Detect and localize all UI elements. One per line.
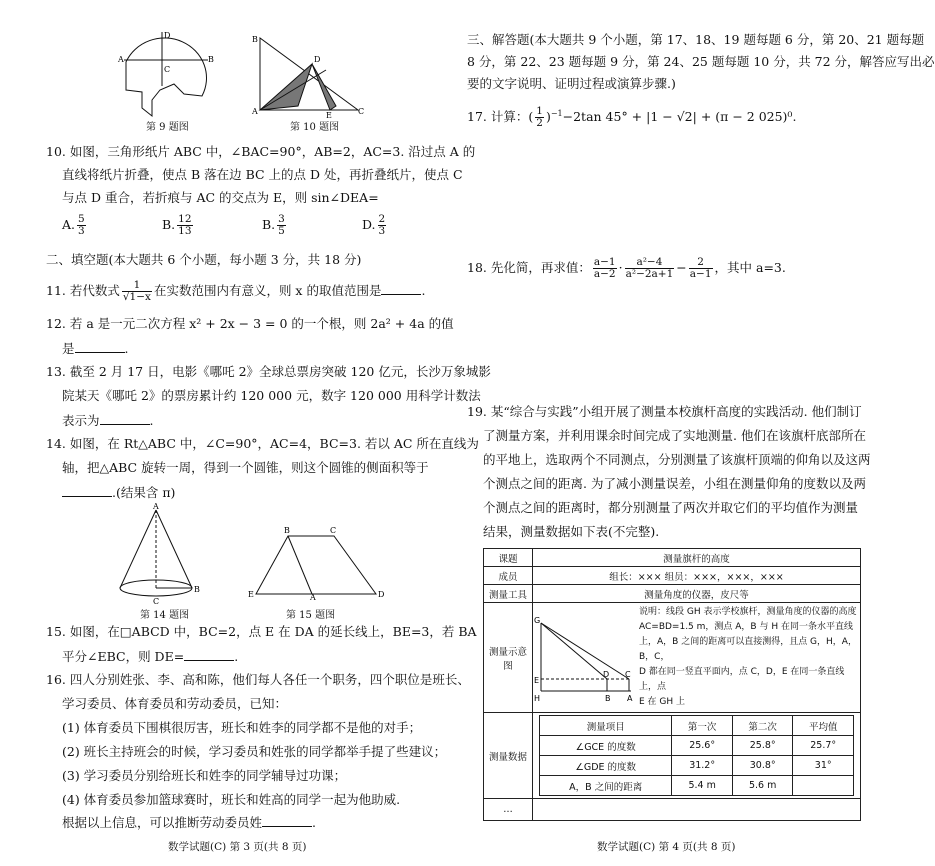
measurement-record-table xyxy=(483,548,861,821)
table-cell: 25.8° xyxy=(732,736,793,756)
svg-text:B: B xyxy=(208,55,214,64)
section-3-line1: 三、解答题(本大题共 9 个小题，第 17、18、19 题每题 6 分，第 20、21 题每题 xyxy=(467,32,925,47)
figure-10 xyxy=(250,34,370,118)
table-cell: 30.8° xyxy=(732,756,793,776)
header-average: 平均值 xyxy=(793,716,854,736)
q14-line1: 14. 如图，在 Rt△ABC 中，∠C=90°，AC=4，BC=3. 若以 AC 所在直线为 xyxy=(46,436,479,451)
q13-answer-blank[interactable] xyxy=(100,412,150,425)
measurement-data-table xyxy=(539,715,854,796)
q19-line4: 个测点之间的距离. 为了减小测量误差，小组在测量仰角的度数以及两 xyxy=(483,476,866,491)
data-label: 测量数据 xyxy=(484,713,533,799)
svg-text:C: C xyxy=(164,65,171,74)
figure-9-caption: 第 9 题图 xyxy=(146,122,189,133)
table-cell: A，B 之间的距离 xyxy=(540,776,672,796)
q16-conclusion: 根据以上信息，可以推断劳动委员姓 . xyxy=(62,815,316,830)
q15-answer-blank[interactable] xyxy=(184,648,234,661)
topic-label: 课题 xyxy=(484,549,533,567)
svg-text:E: E xyxy=(326,111,332,120)
q15-line2: 平分∠EBC，则 DE= . xyxy=(62,649,239,664)
q18: 18. 先化简，再求值： $\frac{a-1}{a-2}$ · $\frac{\text{a²−4}}{\text{a²−2a+1}}$ − $\frac{2}{a-1}$ ，其中 a=3. xyxy=(467,256,786,280)
table-cell: 5.4 m xyxy=(672,776,733,796)
q16-condition-2: (2) 班长主持班会的时候，学习委员和姓张的同学都举手提了些建议； xyxy=(62,744,447,759)
figure-10-caption: 第 10 题图 xyxy=(290,122,340,133)
table-header-row xyxy=(540,716,854,736)
page-4 xyxy=(449,0,935,866)
q13-line3: 表示为 . xyxy=(62,413,154,428)
q19-line2: 了测量方案，并利用课余时间完成了实地测量. 他们在该旗杆底部所在 xyxy=(483,428,866,443)
q14-line3: .(结果含 π) xyxy=(62,484,175,501)
table-cell: 31.2° xyxy=(672,756,733,776)
q10-option-b1[interactable]: B. $\frac{12}{13}$ xyxy=(161,213,192,237)
svg-text:A: A xyxy=(252,107,258,116)
table-cell: 25.7° xyxy=(793,736,854,756)
svg-text:H: H xyxy=(534,693,541,703)
q14-answer-blank[interactable] xyxy=(62,484,112,497)
svg-text:B: B xyxy=(605,693,611,703)
figure-15 xyxy=(246,524,394,600)
svg-text:B: B xyxy=(194,585,200,594)
svg-text:B: B xyxy=(284,526,290,535)
svg-text:G: G xyxy=(534,615,541,625)
q10-option-d[interactable]: D. $\frac{2}{3}$ xyxy=(361,213,386,237)
table-cell: ∠GCE 的度数 xyxy=(540,736,672,756)
table-cell-empty[interactable] xyxy=(793,776,854,796)
svg-text:B: B xyxy=(252,35,258,44)
q10-line3: 与点 D 重合，若折痕与 AC 的交点为 E，则 sin∠DEA= xyxy=(62,190,379,205)
svg-text:D: D xyxy=(378,590,385,599)
tool-value: 测量角度的仪器，皮尺等 xyxy=(533,585,861,603)
figure-15-caption: 第 15 题图 xyxy=(286,610,336,621)
figure-9 xyxy=(112,26,222,116)
q12-line2: 是 . xyxy=(62,341,129,356)
q16-condition-4: (4) 体育委员参加篮球赛时，班长和姓高的同学一起为他助威. xyxy=(62,792,401,807)
table-cell: ∠GDE 的度数 xyxy=(540,756,672,776)
diagram-description: 说明：线段 GH 表示学校旗杆，测量角度的仪器的高度 AC=BD=1.5 m，测点 A，B 与 H 在同一条水平直线 上，A，B 之间的距离可以直接测得，且点 G，H，A，B，C， D 都在同一竖直平面内，点 C，D，E 在同一条直线上，点 E 在 GH 上 xyxy=(639,607,857,707)
member-label: 成员 xyxy=(484,567,533,585)
q16-line1: 16. 四人分别姓张、李、高和陈，他们每人各任一个职务，四个职位是班长、 xyxy=(46,672,470,687)
q10-options xyxy=(62,214,422,242)
q19-line3: 的平地上，选取两个不同测点，分别测量了该旗杆顶端的仰角以及这两 xyxy=(483,452,871,467)
q11-answer-blank[interactable] xyxy=(381,282,421,295)
svg-text:A: A xyxy=(153,502,159,511)
table-row xyxy=(540,756,854,776)
svg-text:A: A xyxy=(118,55,124,64)
q12-line1: 12. 若 a 是一元二次方程 x² + 2x − 3 = 0 的一个根，则 2a² + 4a 的值 xyxy=(46,316,454,331)
table-row xyxy=(540,736,854,756)
svg-text:E: E xyxy=(248,590,254,599)
svg-text:A: A xyxy=(627,693,633,703)
svg-text:C: C xyxy=(625,669,631,679)
diagram-label: 测量示意图 xyxy=(484,603,533,713)
section-2-heading: 二、填空题(本大题共 6 个小题，每小题 3 分，共 18 分) xyxy=(46,252,362,267)
q10-option-b2[interactable]: B. $\frac{3}{5}$ xyxy=(261,213,285,237)
table-cell: 25.6° xyxy=(672,736,733,756)
q11: 11. 若代数式 $\frac{1}{√1-x}$ 在实数范围内有意义，则 x 的取值范围是 . xyxy=(46,279,426,303)
table-row xyxy=(540,776,854,796)
q15-line1: 15. 如图，在□ABCD 中，BC=2，点 E 在 DA 的延长线上，BE=3，若 BA xyxy=(46,624,477,639)
figure-14-caption: 第 14 题图 xyxy=(140,610,190,621)
flagpole-diagram xyxy=(533,613,635,703)
q17: 17. 计算：( $\frac{1}{2}$ )$^{-1}$−2tan 45° + |1 − √2| + (π − 2 025)⁰. xyxy=(467,105,797,130)
member-value: 组长：××× 组员：×××，×××，××× xyxy=(533,567,861,585)
last-row-ellipsis: … xyxy=(484,799,533,821)
header-first: 第一次 xyxy=(672,716,733,736)
q10-line2: 直线将纸片折叠，使点 B 落在边 BC 上的点 D 处，再折叠纸片，使点 C xyxy=(62,167,463,182)
section-3-line3: 要的文字说明、证明过程或演算步骤.) xyxy=(467,76,676,91)
header-second: 第二次 xyxy=(732,716,793,736)
page-4-footer: 数学试题(C) 第 4 页(共 8 页) xyxy=(597,841,736,853)
q10-option-a[interactable]: A. $\frac{5}{3}$ xyxy=(62,213,85,237)
svg-text:D: D xyxy=(164,31,171,40)
table-cell: 5.6 m xyxy=(732,776,793,796)
q13-line1: 13. 截至 2 月 17 日，电影《哪吒 2》全球总票房突破 120 亿元，长沙万象城影 xyxy=(46,364,491,379)
topic-value: 测量旗杆的高度 xyxy=(533,549,861,567)
svg-text:C: C xyxy=(358,107,365,116)
svg-text:C: C xyxy=(330,526,337,535)
svg-text:D: D xyxy=(603,669,610,679)
section-3-line2: 8 分，第 22、23 题每题 9 分，第 24、25 题每题 10 分，共 72 分，解答应写出必 xyxy=(467,54,935,69)
svg-text:E: E xyxy=(534,675,540,685)
q16-condition-1: (1) 体育委员下围棋很厉害，班长和姓李的同学都不是他的对手； xyxy=(62,720,422,735)
svg-text:C: C xyxy=(153,597,160,606)
q19-line6: 结果，测量数据如下表(不完整). xyxy=(483,524,660,539)
header-item: 测量项目 xyxy=(540,716,672,736)
q14-line2: 轴，把△ABC 旋转一周，得到一个圆锥，则这个圆锥的侧面积等于 xyxy=(62,460,429,475)
tool-label: 测量工具 xyxy=(484,585,533,603)
q19-line5: 个测点之间的距离时，都分别测量了两次并取它们的平均值作为测量 xyxy=(483,500,859,515)
q12-answer-blank[interactable] xyxy=(75,340,125,353)
svg-text:A: A xyxy=(310,593,316,602)
q19-line1: 19. 某“综合与实践”小组开展了测量本校旗杆高度的实践活动. 他们制订 xyxy=(467,404,862,419)
svg-text:D: D xyxy=(314,55,321,64)
q16-line2: 学习委员、体育委员和劳动委员，已知： xyxy=(62,696,288,711)
q13-line2: 院某天《哪吒 2》的票房累计约 120 000 元，数字 120 000 用科学计数法 xyxy=(62,388,481,403)
page-3-footer: 数学试题(C) 第 3 页(共 8 页) xyxy=(168,841,307,853)
table-cell: 31° xyxy=(793,756,854,776)
figure-14 xyxy=(112,502,204,606)
q10-line1: 10. 如图，三角形纸片 ABC 中，∠BAC=90°，AB=2，AC=3. 沿过点 A 的 xyxy=(46,144,476,159)
q16-answer-blank[interactable] xyxy=(262,814,312,827)
q16-condition-3: (3) 学习委员分别给班长和姓李的同学辅导过功课； xyxy=(62,768,347,783)
